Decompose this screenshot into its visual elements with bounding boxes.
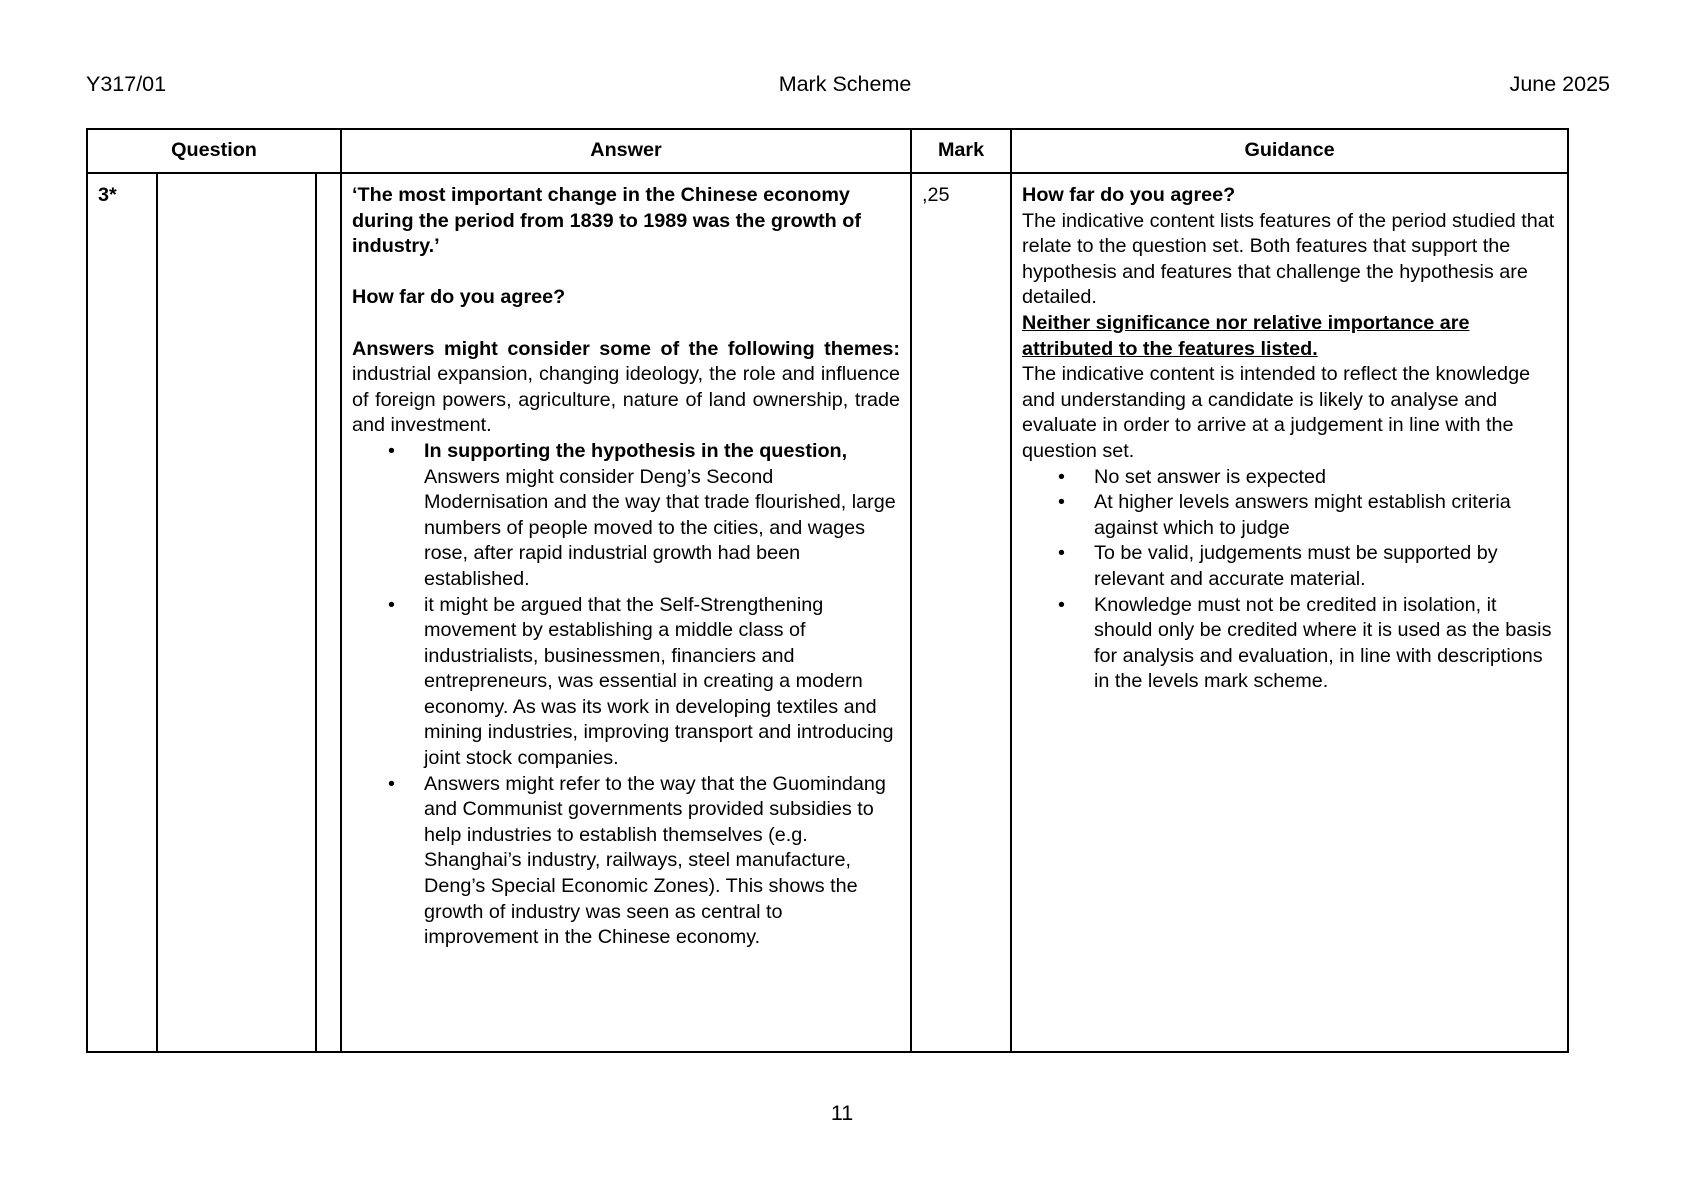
column-header-guidance: Guidance [1011, 129, 1568, 173]
bullet-lead: In supporting the hypothesis in the question, [424, 439, 848, 462]
table-header-row [87, 129, 1568, 173]
bullet-icon: • [388, 772, 395, 795]
bullet-icon: • [388, 593, 395, 616]
bullet-icon: • [1058, 542, 1065, 565]
bullet-icon: • [388, 439, 395, 462]
mark-scheme-table [86, 128, 1569, 1053]
bullet-icon: • [1058, 593, 1065, 616]
question-number: 3* [87, 173, 157, 1052]
question-part-cell [157, 173, 316, 1052]
page-number: 11 [830, 1101, 854, 1125]
question-subpart-cell [316, 173, 341, 1052]
answer-bullet-list [352, 439, 900, 951]
guidance-bullet-item [1022, 465, 1557, 491]
answer-bullet-item [352, 593, 900, 772]
guidance-bullet-list [1022, 465, 1557, 695]
bullet-text: Knowledge must not be credited in isolation, it should only be credited where it is used as the basis for analysis and evaluation, in line with descriptions in the levels mark scheme. [1094, 593, 1552, 693]
column-header-answer: Answer [341, 129, 911, 173]
bullet-icon: • [1058, 465, 1065, 488]
paper-code: Y317/01 [86, 72, 167, 96]
guidance-bullet-item [1022, 593, 1557, 695]
guidance-emphasis: Neither significance nor relative importance are attributed to the features listed. [1022, 311, 1470, 360]
bullet-text: Answers might consider Deng’s Second Modernisation and the way that trade flourished, large numbers of people moved to the cities, and wages rose, after rapid industrial growth had been established. [424, 465, 896, 590]
page-header [86, 72, 1610, 102]
mark-cell: ,25 [911, 173, 1011, 1052]
bullet-text: it might be argued that the Self-Strengthening movement by establishing a middle class of industrialists, businessmen, financiers and entrepreneurs, was essential in creating a modern economy. As was its work in developing textiles and mining industries, improving transport and introducing joint stock companies. [424, 593, 894, 770]
column-header-mark: Mark [911, 129, 1011, 173]
bullet-text: No set answer is expected [1094, 465, 1327, 488]
answer-question: How far do you agree? [352, 286, 566, 309]
column-header-question: Question [87, 129, 341, 173]
table-row [87, 173, 1568, 1052]
guidance-paragraph: The indicative content is intended to reflect the knowledge and understanding a candidate is likely to analyse and evaluate in order to arrive at a judgement in line with the question set. [1022, 363, 1531, 462]
document-title: Mark Scheme [778, 72, 912, 96]
guidance-heading: How far do you agree? [1022, 184, 1236, 206]
bullet-text: At higher levels answers might establish criteria against which to judge [1094, 491, 1511, 539]
answer-cell [341, 173, 911, 1052]
exam-date: June 2025 [1509, 72, 1610, 96]
bullet-text: To be valid, judgements must be supported by relevant and accurate material. [1094, 542, 1498, 590]
themes-lead: Answers might consider some of the following themes: [352, 337, 901, 360]
guidance-cell [1011, 173, 1568, 1052]
guidance-paragraph: The indicative content lists features of the period studied that relate to the question set. Both features that support the hypothesis and features that challenge the hypothesis are detailed. [1022, 209, 1555, 309]
answer-bullet-item [352, 772, 900, 951]
bullet-text: Answers might refer to the way that the Guomindang and Communist governments provided subsidies to help industries to establish themselves (e.g. Shanghai’s industry, railways, steel manufacture, Deng’s Special Economic Zones). This shows the growth of industry was seen as central to improvement in the Chinese economy. [424, 772, 886, 949]
answer-themes [352, 337, 900, 439]
answer-prompt: ‘The most important change in the Chinese economy during the period from 1839 to 1989 was the growth of industry.’ [352, 184, 861, 258]
guidance-bullet-item [1022, 541, 1557, 592]
themes-text: industrial expansion, changing ideology, the role and influence of foreign powers, agriculture, nature of land ownership, trade and investment. [352, 363, 901, 437]
guidance-bullet-item [1022, 490, 1557, 541]
answer-bullet-item [352, 439, 900, 593]
bullet-icon: • [1058, 491, 1065, 514]
